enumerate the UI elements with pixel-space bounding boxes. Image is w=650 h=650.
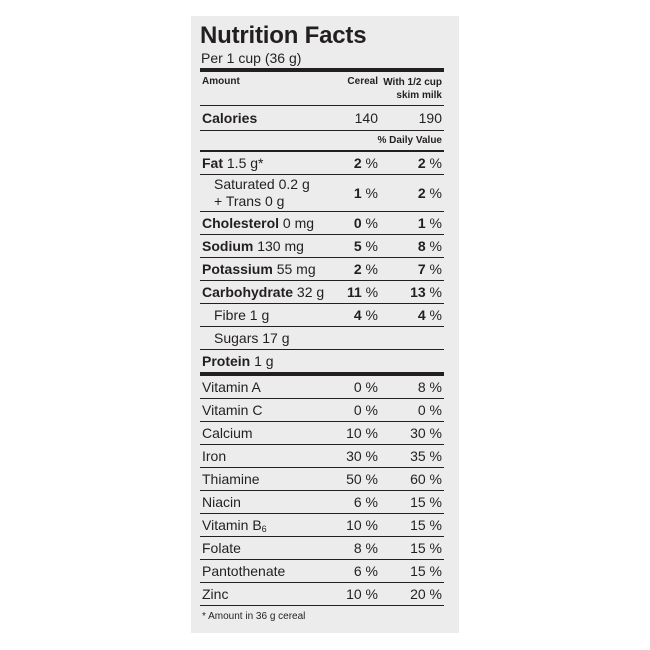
nutrient-row	[200, 175, 444, 212]
percent-sign: %	[365, 261, 378, 277]
milk-value: 2	[417, 184, 426, 201]
milk-value: 4	[417, 307, 426, 323]
milk-value: 7	[417, 261, 426, 277]
percent-sign: %	[365, 563, 378, 579]
milk-column-header	[380, 76, 444, 102]
vitamin-row	[200, 445, 444, 468]
nutrient-amount: 0 mg	[282, 215, 315, 231]
percent-sign: %	[429, 586, 442, 602]
milk-value: 0	[417, 402, 426, 418]
cereal-value: 1	[353, 184, 362, 201]
milk-value: 8	[417, 379, 426, 395]
percent-sign: %	[429, 155, 442, 171]
vitamin-cereal-dv	[324, 471, 380, 487]
vitamin-milk-dv	[380, 586, 444, 602]
milk-value: 13	[410, 284, 426, 300]
nutrient-amount: 32 g	[296, 284, 325, 300]
vitamin-milk-dv	[380, 563, 444, 579]
nutrient-bold-label: Cholesterol	[202, 215, 280, 231]
vitamin-label: Pantothenate	[202, 563, 286, 579]
vitamin-row	[200, 514, 444, 537]
percent-sign: %	[429, 517, 442, 533]
percent-sign: %	[429, 284, 442, 300]
cereal-value: 6	[353, 494, 362, 510]
nutrient-amount: 130 mg	[257, 238, 304, 254]
percent-sign: %	[365, 517, 378, 533]
vitamin-cereal-dv	[324, 448, 380, 464]
percent-sign: %	[429, 563, 442, 579]
percent-sign: %	[365, 215, 378, 231]
nutrient-row	[200, 235, 444, 258]
nutrient-name	[200, 215, 324, 231]
cereal-value: 8	[353, 540, 362, 556]
vitamin-cereal-dv	[324, 402, 380, 418]
milk-value: 60	[410, 471, 426, 487]
calories-row	[200, 106, 444, 131]
percent-sign: %	[365, 540, 378, 556]
percent-sign: %	[429, 425, 442, 441]
vitamin-row	[200, 399, 444, 422]
nutrient-name	[200, 155, 324, 171]
cereal-value: 0	[353, 215, 362, 231]
cereal-value: 2	[353, 261, 362, 277]
nutrition-facts-table	[200, 22, 444, 622]
nutrient-row	[200, 152, 444, 175]
nutrient-milk-dv	[380, 307, 444, 323]
cereal-value: 5	[353, 238, 362, 254]
milk-value: 15	[410, 517, 426, 533]
vitamin-row	[200, 491, 444, 514]
nutrient-bold-label: Potassium	[202, 261, 273, 277]
nutrient-amount: 55 mg	[276, 261, 316, 277]
nutrient-milk-dv	[380, 238, 444, 254]
vitamin-cereal-dv	[324, 517, 380, 533]
vitamin-milk-dv	[380, 448, 444, 464]
nutrient-name	[200, 238, 324, 254]
nutrient-bold-label: Carbohydrate	[202, 284, 294, 300]
vitamin-label: Iron	[202, 448, 227, 464]
nutrient-name	[200, 176, 324, 210]
nutrient-name	[200, 261, 324, 277]
nutrient-cereal-dv	[324, 155, 380, 171]
vitamin-cereal-dv	[324, 540, 380, 556]
percent-sign: %	[365, 155, 378, 171]
nutrient-name: Sugars 17 g	[214, 330, 290, 346]
vitamin-milk-dv	[380, 494, 444, 510]
percent-sign: %	[429, 471, 442, 487]
vitamin-label: Calcium	[202, 425, 253, 441]
cereal-value: 10	[346, 517, 362, 533]
vitamin-cereal-dv	[324, 379, 380, 395]
calories-milk: 190	[418, 110, 442, 126]
percent-sign: %	[365, 307, 378, 323]
cereal-value: 10	[346, 586, 362, 602]
vitamin-row	[200, 422, 444, 445]
vitamin-name	[200, 540, 324, 556]
vitamin-milk-dv	[380, 425, 444, 441]
vitamin-label: Folate	[202, 540, 241, 556]
percent-sign: %	[429, 261, 442, 277]
vitamin-name	[200, 402, 324, 418]
nutrient-row	[200, 350, 444, 372]
nutrient-cereal-dv	[324, 284, 380, 300]
cereal-column-header: Cereal	[347, 76, 378, 87]
percent-sign: %	[429, 184, 442, 201]
nutrients-list	[200, 152, 444, 372]
milk-value: 20	[410, 586, 426, 602]
milk-header-line1: With 1/2 cup	[383, 77, 442, 88]
vitamin-name	[200, 471, 324, 487]
vitamin-row	[200, 560, 444, 583]
nutrient-cereal-dv	[324, 238, 380, 254]
nutrient-name: Fibre 1 g	[214, 307, 270, 323]
percent-sign: %	[429, 448, 442, 464]
nutrient-milk-dv	[380, 185, 444, 202]
vitamin-milk-dv	[380, 517, 444, 533]
percent-sign: %	[365, 284, 379, 300]
percent-sign: %	[365, 494, 378, 510]
vitamin-label: Vitamin B	[202, 517, 262, 533]
calories-cereal: 140	[354, 110, 378, 126]
percent-sign: %	[429, 215, 442, 231]
vitamin-label: Vitamin A	[202, 379, 261, 395]
calories-label: Calories	[202, 110, 258, 126]
vitamin-label: Vitamin C	[202, 402, 263, 418]
nutrient-bold-label: Fat	[202, 155, 223, 171]
vitamin-label: Zinc	[202, 586, 229, 602]
vitamin-name	[200, 517, 324, 533]
vitamin-name	[200, 425, 324, 441]
nutrient-line2: + Trans 0 g	[214, 193, 285, 209]
percent-sign: %	[365, 379, 378, 395]
nutrient-cereal-dv	[324, 215, 380, 231]
vitamin-row	[200, 583, 444, 606]
percent-sign: %	[429, 379, 442, 395]
footnote: * Amount in 36 g cereal	[202, 611, 306, 622]
nutrient-milk-dv	[380, 284, 444, 300]
nutrient-row	[200, 281, 444, 304]
nutrient-row	[200, 212, 444, 235]
milk-value: 1	[417, 215, 426, 231]
vitamin-milk-dv	[380, 379, 444, 395]
vitamin-row	[200, 376, 444, 399]
vitamin-cereal-dv	[324, 586, 380, 602]
nutrient-name	[200, 284, 324, 300]
vitamin-label: Niacin	[202, 494, 241, 510]
nutrient-row	[200, 258, 444, 281]
nutrition-facts-title: Nutrition Facts	[200, 22, 367, 49]
milk-value: 2	[417, 155, 426, 171]
cereal-value: 4	[353, 307, 362, 323]
vitamin-cereal-dv	[324, 494, 380, 510]
cereal-value: 11	[346, 284, 362, 300]
cereal-value: 6	[353, 563, 362, 579]
cereal-value: 0	[353, 379, 362, 395]
percent-sign: %	[365, 471, 378, 487]
percent-sign: %	[429, 540, 442, 556]
vitamin-cereal-dv	[324, 563, 380, 579]
percent-sign: %	[365, 586, 378, 602]
cereal-value: 50	[346, 471, 362, 487]
percent-sign: %	[365, 448, 378, 464]
nutrient-cereal-dv	[324, 261, 380, 277]
milk-value: 35	[410, 448, 426, 464]
milk-header-line2: skim milk	[396, 90, 442, 101]
daily-value-header: % Daily Value	[377, 135, 442, 146]
percent-sign: %	[429, 307, 442, 323]
nutrient-bold-label: Protein	[202, 353, 251, 369]
percent-sign: %	[429, 402, 442, 418]
vitamin-row	[200, 468, 444, 491]
vitamin-milk-dv	[380, 471, 444, 487]
nutrient-row	[200, 304, 444, 327]
cereal-value: 2	[353, 155, 362, 171]
milk-value: 30	[410, 425, 426, 441]
nutrient-name	[200, 353, 324, 369]
milk-value: 15	[410, 540, 426, 556]
nutrient-line1: Saturated 0.2 g	[214, 176, 310, 192]
vitamin-milk-dv	[380, 402, 444, 418]
nutrient-row	[200, 327, 444, 350]
nutrient-cereal-dv	[324, 185, 380, 202]
vitamin-cereal-dv	[324, 425, 380, 441]
milk-value: 15	[410, 494, 426, 510]
nutrient-amount: 1 g	[254, 353, 274, 369]
percent-sign: %	[365, 402, 378, 418]
vitamin-subscript: 6	[261, 524, 267, 534]
cereal-value: 30	[346, 448, 362, 464]
vitamin-name	[200, 563, 324, 579]
vitamin-name	[200, 448, 324, 464]
vitamin-name	[200, 494, 324, 510]
nutrient-amount: 1.5 g*	[226, 155, 264, 171]
nutrient-milk-dv	[380, 155, 444, 171]
vitamin-row	[200, 537, 444, 560]
amount-header: Amount	[202, 76, 240, 87]
percent-sign: %	[429, 238, 442, 254]
milk-value: 8	[417, 238, 426, 254]
nutrient-milk-dv	[380, 261, 444, 277]
nutrient-milk-dv	[380, 215, 444, 231]
nutrient-cereal-dv	[324, 307, 380, 323]
vitamins-list	[200, 376, 444, 606]
vitamin-label: Thiamine	[202, 471, 260, 487]
percent-sign: %	[429, 494, 442, 510]
percent-sign: %	[365, 238, 378, 254]
column-header-row	[200, 72, 444, 106]
percent-sign: %	[365, 425, 378, 441]
percent-sign: %	[365, 184, 378, 201]
vitamin-milk-dv	[380, 540, 444, 556]
nutrient-bold-label: Sodium	[202, 238, 254, 254]
cereal-value: 10	[346, 425, 362, 441]
vitamin-name	[200, 379, 324, 395]
milk-value: 15	[410, 563, 426, 579]
vitamin-name	[200, 586, 324, 602]
serving-size: Per 1 cup (36 g)	[201, 50, 302, 66]
cereal-value: 0	[353, 402, 362, 418]
